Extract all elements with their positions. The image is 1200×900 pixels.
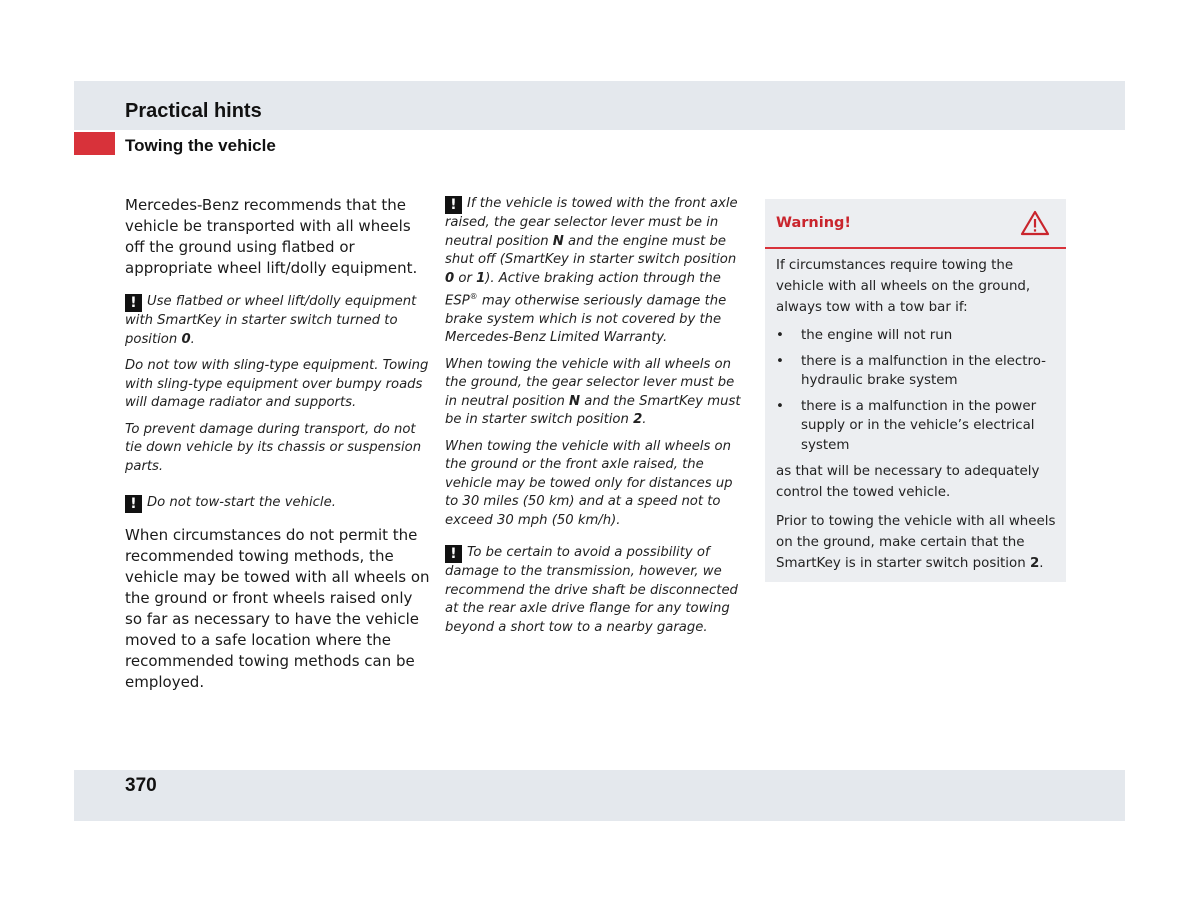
note-tow-start: ! Do not tow-start the vehicle. <box>125 494 430 513</box>
list-item: • the engine will not run <box>776 328 953 343</box>
note-sling: Do not tow with sling-type equipment. Towing with sling-type equipment over bumpy roads will damage radiator and supports. <box>125 358 429 410</box>
intro-paragraph: Mercedes-Benz recommends that the vehicle be transported with all wheels off the ground using flatbed or appropriate wheel lift/dolly equipment. <box>125 196 418 277</box>
warning-triangle-icon <box>1020 210 1050 236</box>
warning-list <box>776 326 1058 455</box>
exclamation-icon: ! <box>445 545 462 563</box>
list-item: • there is a malfunction in the electro-hydraulic brake system <box>776 353 1047 388</box>
note-drive-shaft: ! To be certain to avoid a possibility of damage to the transmission, however, we recommend the drive shaft be disconnected at the rear axle drive flange for any towing beyond a short tow to a nearby garage. <box>445 545 738 635</box>
note-flatbed: ! Use flatbed or wheel lift/dolly equipment with SmartKey in starter switch turned to position 0. <box>125 294 417 347</box>
warning-intro: If circumstances require towing the vehicle with all wheels on the ground, always tow with a tow bar if: <box>776 258 1031 315</box>
section-marker <box>74 132 115 155</box>
section-title: Practical hints <box>125 100 262 122</box>
warning-body <box>776 255 1058 582</box>
alternate-method-paragraph: When circumstances do not permit the recommended towing methods, the vehicle may be towed with all wheels on the ground or front wheels raised only so far as necessary to have the vehicle moved to a safe location where the recommended towing methods can be employed. <box>125 526 430 691</box>
warning-after: as that will be necessary to adequately control the towed vehicle. <box>776 464 1040 500</box>
exclamation-icon: ! <box>125 495 142 513</box>
footer-band <box>74 770 1125 821</box>
warning-title: Warning! <box>776 215 852 231</box>
warning-prior: Prior to towing the vehicle with all wheels on the ground, make certain that the SmartKey is in starter switch position 2. <box>776 514 1056 571</box>
page-title: Towing the vehicle <box>125 136 276 155</box>
note-distance-limit: When towing the vehicle with all wheels on the ground or the front axle raised, the vehicle may be towed only for distances up to 30 miles (50 km) and at a speed not to exceed 30 mph (50 km/h). <box>445 438 733 528</box>
note-tie-down: To prevent damage during transport, do not tie down vehicle by its chassis or suspension parts. <box>125 421 422 474</box>
warning-box <box>765 199 1066 582</box>
exclamation-icon: ! <box>445 196 462 214</box>
left-column <box>125 195 430 707</box>
note-front-axle: ! If the vehicle is towed with the front axle raised, the gear selector lever must be in neutral position N and the engine must be shut off (SmartKey in starter switch position 0 or 1). Active braking action through the ESP® may otherwise seriously damage the brake system which is not covered by the Mercedes-Benz Limited Warranty. <box>445 196 738 346</box>
exclamation-icon: ! <box>125 294 142 312</box>
warning-header <box>765 199 1066 249</box>
list-item: • there is a malfunction in the power supply or in the vehicle’s electrical system <box>776 398 1037 453</box>
note-all-wheels: When towing the vehicle with all wheels on the ground, the gear selector lever must be in neutral position N and the SmartKey must be in starter switch position 2. <box>445 356 741 428</box>
middle-column <box>445 195 747 645</box>
page-number: 370 <box>125 775 157 796</box>
